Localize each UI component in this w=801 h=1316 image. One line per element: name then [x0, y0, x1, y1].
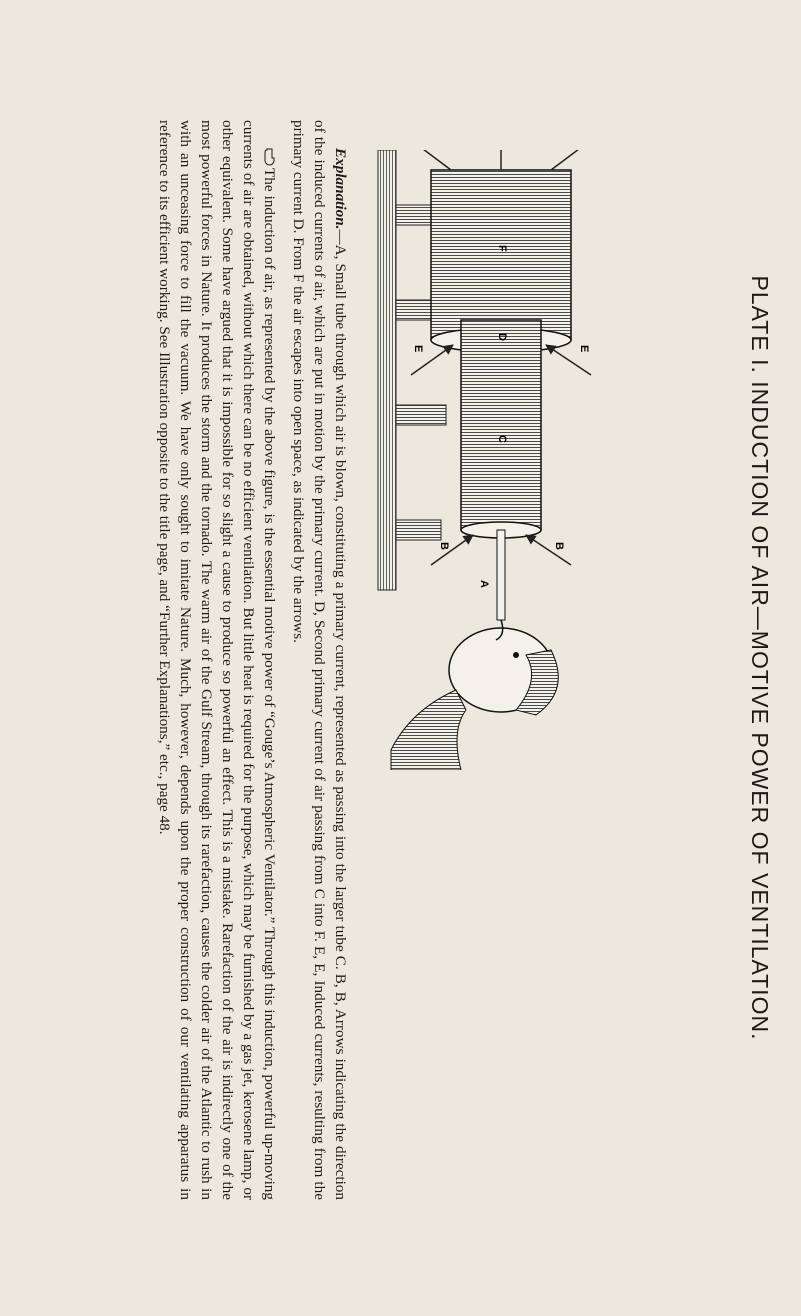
arrow-b-top	[526, 535, 571, 565]
label-a: A	[478, 580, 490, 588]
induction-apparatus-illustration	[371, 150, 711, 770]
label-f: F	[496, 245, 508, 252]
arrow-escape-3	[411, 150, 451, 170]
tube-f	[431, 170, 571, 340]
induction-note-text: The induction of air, as represented by the above figure, is the essential motive power of “Gouge’s Atmospheric Ventilator.” Through this induction, powerful up-moving currents of air are obtained, without which there can be no efficient ventilation. But little heat is required for the purpose, which may be furnished by a gas jet, kerosene lamp, or other equivalent. Some have argued that it is impossible for so slight a cause to produce so powerful an effect. This is a mistake. Rarefaction of the air is indirectly one of the most powerful forces in Nature. It produces the storm and the tornado. The warm air of the Gulf Stream, through its rarefaction, causes the colder air of the Atlantic to rush in with an unceasing force to fill the vacuum. We have only sought to imitate Nature. Much, however, depends upon the proper construction of our ventilating apparatus in reference to its efficient working. See Illustration opposite to the title page, and “Further Explanations,” etc., page 48.	[156, 120, 278, 1200]
support-4	[396, 520, 441, 540]
plate-title: PLATE I. INDUCTION OF AIR—MOTIVE POWER OF VENTILATION.	[747, 275, 773, 1041]
label-b-bottom: B	[438, 542, 450, 550]
explanation-body: —A, Small tube through which air is blown, constituting a primary current, represented as passing into the larger tube C. B, B, Arrows indicating the direction of the induced currents of air, which are put in motion by the primary current. D, Second primary current of air passing from C into F. E, E, Induced currents, resulting from the primary current D. From F the air escapes into open space, as indicated by the arrows.	[290, 120, 349, 1200]
label-b-top: B	[553, 542, 565, 550]
base-board	[378, 150, 396, 590]
explanation-paragraph	[288, 120, 351, 1200]
man-blowing-figure	[391, 620, 558, 770]
label-c: C	[496, 435, 508, 443]
label-e-top: E	[578, 345, 590, 353]
support-3	[396, 405, 446, 425]
induction-note-paragraph	[154, 120, 280, 1200]
tube-c	[461, 320, 541, 530]
tube-a	[497, 530, 505, 620]
pointing-hand-icon	[264, 148, 275, 166]
arrow-escape-1	[551, 150, 591, 170]
explanation-lead: Explanation.	[332, 148, 349, 230]
label-d: D	[496, 333, 508, 341]
text-block	[154, 120, 351, 1200]
label-e-bottom: E	[412, 345, 424, 353]
